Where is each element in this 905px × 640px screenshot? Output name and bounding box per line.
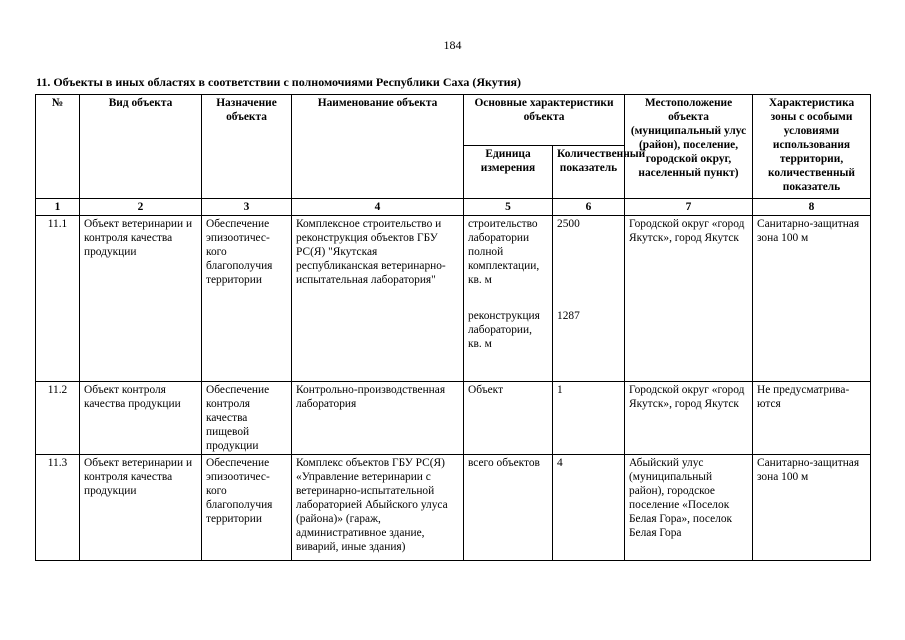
- column-number: 4: [292, 199, 464, 216]
- header-kind: Вид объекта: [80, 95, 202, 199]
- header-purpose: Назначение объекта: [202, 95, 292, 199]
- row-purpose: Обеспечение эпизоотичес-кого благополучия территории: [202, 216, 292, 382]
- column-numbers-row: [36, 199, 871, 216]
- page-number: 184: [443, 38, 462, 52]
- row-purpose: Обеспечение эпизоотичес-кого благополучия территории: [202, 455, 292, 561]
- section-title: 11. Объекты в иных областях в соответствии с полномочиями Республики Саха (Якутия): [36, 75, 522, 89]
- row-kind: Объект ветеринарии и контроля качества продукции: [80, 216, 202, 382]
- header-unit: Единица измерения: [464, 146, 553, 199]
- row-num: 11.1: [36, 216, 80, 382]
- table-row: [36, 382, 871, 455]
- column-number: 6: [553, 199, 625, 216]
- table-row: [36, 216, 871, 382]
- header-location: Местоположение объекта (муниципальный улус (район), поселение, городской округ, населенный пункт): [625, 95, 753, 199]
- column-number: 8: [753, 199, 871, 216]
- row-kind: Объект ветеринарии и контроля качества продукции: [80, 455, 202, 561]
- row-name: Комплексное строительство и реконструкция объектов ГБУ РС(Я) "Якутская республиканская ветеринарно-испытательная лаборатория": [292, 216, 464, 382]
- header-zone: Характеристика зоны с особыми условиями использования территории, количественный показатель: [753, 95, 871, 199]
- row-location: Городской округ «город Якутск», город Якутск: [625, 216, 753, 382]
- row-location: Абыйский улус (муниципальный район), городское поселение «Поселок Белая Гора», поселок Белая Гора: [625, 455, 753, 561]
- row-quantity-reconstruction: 1287: [557, 310, 580, 322]
- column-number: 3: [202, 199, 292, 216]
- row-unit: всего объектов: [464, 455, 553, 561]
- row-location: Городской округ «город Якутск», город Якутск: [625, 382, 753, 455]
- header-characteristics: Основные характеристики объекта: [464, 95, 625, 146]
- row-zone: Не предусматрива-ются: [753, 382, 871, 455]
- row-quantity-construction: 2500: [557, 218, 580, 230]
- row-zone: Санитарно-защитная зона 100 м: [753, 216, 871, 382]
- header-num: №: [36, 95, 80, 199]
- table-row: [36, 455, 871, 561]
- row-quantity: [553, 216, 625, 382]
- row-unit: [464, 216, 553, 382]
- row-quantity: 4: [553, 455, 625, 561]
- column-number: 1: [36, 199, 80, 216]
- row-zone: Санитарно-защитная зона 100 м: [753, 455, 871, 561]
- row-name: Контрольно-производственная лаборатория: [292, 382, 464, 455]
- column-number: 7: [625, 199, 753, 216]
- row-quantity: 1: [553, 382, 625, 455]
- header-quantity: Количественный показатель: [553, 146, 625, 199]
- row-unit-construction: строительство лаборатории полной комплектации, кв. м: [468, 218, 540, 286]
- objects-table: [35, 94, 871, 561]
- row-kind: Объект контроля качества продукции: [80, 382, 202, 455]
- column-number: 2: [80, 199, 202, 216]
- row-num: 11.3: [36, 455, 80, 561]
- row-purpose: Обеспечение контроля качества пищевой продукции: [202, 382, 292, 455]
- row-num: 11.2: [36, 382, 80, 455]
- header-name: Наименование объекта: [292, 95, 464, 199]
- column-number: 5: [464, 199, 553, 216]
- row-unit: Объект: [464, 382, 553, 455]
- header-row: [36, 95, 871, 146]
- row-name: Комплекс объектов ГБУ РС(Я) «Управление ветеринарии с ветеринарно-испытательной лабораторией Абыйского улуса (района)» (гараж, административное здание, виварий, иные здания): [292, 455, 464, 561]
- row-unit-reconstruction: реконструкция лаборатории, кв. м: [468, 310, 540, 350]
